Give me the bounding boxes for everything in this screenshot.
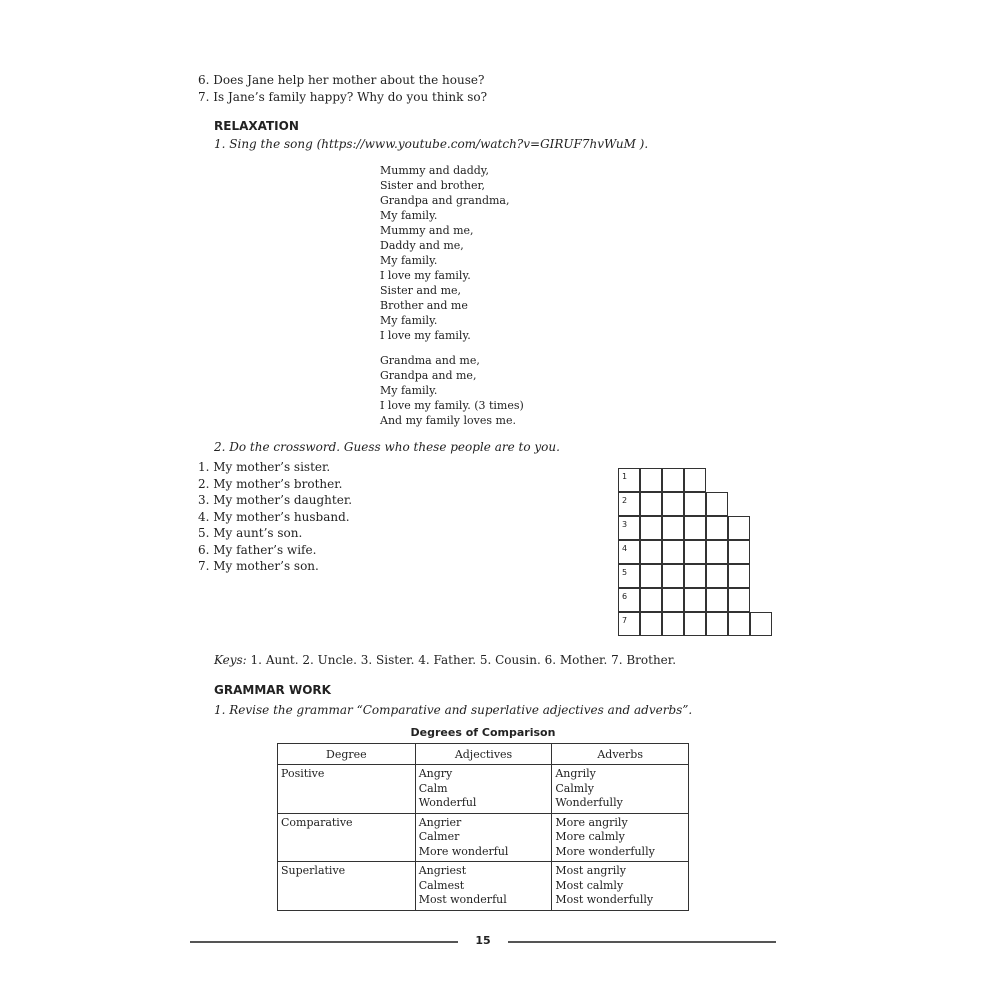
crossword-number: 2 (622, 496, 628, 505)
table-row (278, 765, 689, 814)
cell-line: Angriest (418, 864, 467, 877)
cell-line: Angrily (555, 767, 596, 780)
crossword-number: 4 (622, 544, 628, 553)
crossword-cell (640, 492, 662, 516)
crossword-cell (640, 588, 662, 612)
crossword-cell (728, 516, 750, 540)
grammar-task: 1. Revise the grammar “Comparative and superlative adjectives and adverbs”. (214, 703, 693, 717)
crossword-cell (640, 516, 662, 540)
cell-line: Calmly (555, 781, 594, 795)
crossword-clues (198, 459, 352, 575)
song-line: Grandma and me, (380, 354, 480, 367)
crossword-cell (706, 516, 728, 540)
crossword-clue: 1. My mother’s sister. (198, 460, 331, 474)
cell-line: Calm (418, 781, 448, 795)
crossword-clue: 3. My mother’s daughter. (198, 493, 353, 507)
crossword-clue: 5. My aunt’s son. (198, 526, 303, 540)
degree-cell: Superlative (278, 862, 416, 911)
crossword-cell (728, 588, 750, 612)
crossword-clue: 4. My mother’s husband. (198, 509, 350, 524)
crossword-cell (706, 612, 728, 636)
footer-rule-left (190, 941, 458, 943)
crossword-cell (662, 588, 684, 612)
degree-cell: Positive (278, 765, 416, 814)
crossword-cell (728, 540, 750, 564)
footer-rule-right (508, 941, 776, 943)
crossword-cell (618, 516, 640, 540)
crossword-cell (640, 540, 662, 564)
header-adverbs: Adverbs (552, 744, 689, 765)
crossword-clue: 7. My mother’s son. (198, 559, 319, 573)
crossword-grid (618, 468, 778, 638)
crossword-cell (618, 612, 640, 636)
song-line: I love my family. (380, 269, 471, 282)
cell-line: More calmly (555, 830, 625, 843)
cell-line: Most calmly (555, 878, 624, 892)
crossword-number: 1 (622, 472, 628, 481)
crossword-cell (706, 492, 728, 516)
crossword-cell (706, 564, 728, 588)
crossword-cell (662, 612, 684, 636)
header-adjectives: Adjectives (415, 744, 552, 765)
crossword-cell (684, 564, 706, 588)
adverbs-cell (552, 765, 689, 814)
cell-line: Most wonderfully (555, 893, 654, 906)
crossword-cell (662, 564, 684, 588)
crossword-keys (214, 652, 676, 668)
keys-label: Keys: (214, 653, 247, 667)
crossword-cell (728, 612, 750, 636)
comparison-table (277, 743, 689, 911)
song-line: My family. (380, 384, 438, 397)
crossword-cell (618, 588, 640, 612)
crossword-number: 5 (622, 568, 628, 577)
adverbs-cell (552, 862, 689, 911)
crossword-number: 3 (622, 520, 628, 529)
song-line: I love my family. (3 times) (380, 399, 524, 412)
crossword-cell (684, 516, 706, 540)
crossword-cell (662, 492, 684, 516)
crossword-clue: 2. My mother’s brother. (198, 476, 343, 491)
crossword-cell (618, 540, 640, 564)
song-line: I love my family. (380, 329, 471, 342)
crossword-cell (684, 468, 706, 492)
cell-line: Calmest (418, 878, 465, 892)
song-task: 1. Sing the song (https://www.youtube.com/watch?v=GIRUF7hvWuM ). (214, 137, 649, 151)
crossword-cell (684, 612, 706, 636)
crossword-cell (618, 468, 640, 492)
table-row (278, 813, 689, 862)
song-line: Sister and me, (380, 284, 462, 297)
cell-line: Angrier (418, 815, 462, 829)
song-line: Brother and me (380, 299, 468, 312)
crossword-cell (640, 468, 662, 492)
cell-line: Most angrily (555, 864, 626, 877)
crossword-cell (706, 588, 728, 612)
header-degree: Degree (278, 744, 416, 765)
song-line: My family. (380, 209, 438, 222)
crossword-cell (662, 516, 684, 540)
crossword-cell (706, 540, 728, 564)
question-7: 7. Is Jane’s family happy? Why do you think so? (198, 90, 488, 104)
cell-line: Calmer (418, 830, 460, 843)
crossword-cell (618, 492, 640, 516)
crossword-cell (684, 540, 706, 564)
song-line: Grandpa and me, (380, 369, 477, 382)
crossword-cell (640, 612, 662, 636)
question-6: 6. Does Jane help her mother about the house? (198, 73, 485, 87)
degree-cell: Comparative (278, 813, 416, 862)
keys-text: 1. Aunt. 2. Uncle. 3. Sister. 4. Father. 5. Cousin. 6. Mother. 7. Brother. (246, 653, 677, 667)
crossword-number: 6 (622, 592, 628, 601)
table-title: Degrees of Comparison (410, 726, 556, 739)
crossword-cell (662, 540, 684, 564)
song-line: My family. (380, 254, 438, 267)
crossword-cell (662, 468, 684, 492)
adjectives-cell (415, 862, 552, 911)
table-header-row (278, 744, 689, 765)
crossword-cell (640, 564, 662, 588)
song-line: Sister and brother, (380, 179, 486, 192)
adjectives-cell (415, 813, 552, 862)
song-line: My family. (380, 314, 438, 327)
crossword-clue: 6. My father’s wife. (198, 542, 317, 557)
crossword-cell (684, 492, 706, 516)
cell-line: Wonderful (418, 796, 477, 809)
song-line: Daddy and me, (380, 239, 464, 252)
song-line: Mummy and daddy, (380, 164, 490, 177)
crossword-cell (728, 564, 750, 588)
song-verse-2 (380, 353, 524, 428)
song-line: Mummy and me, (380, 224, 474, 237)
adverbs-cell (552, 813, 689, 862)
crossword-cell (684, 588, 706, 612)
crossword-task: 2. Do the crossword. Guess who these people are to you. (214, 440, 560, 454)
adjectives-cell (415, 765, 552, 814)
crossword-number: 7 (622, 616, 628, 625)
song-line: Grandpa and grandma, (380, 194, 510, 207)
cell-line: More wonderfully (555, 844, 655, 858)
crossword-cell (750, 612, 772, 636)
cell-line: More angrily (555, 815, 628, 829)
song-line: And my family loves me. (380, 414, 516, 427)
cell-line: More wonderful (418, 844, 509, 858)
song-verse-1 (380, 163, 509, 343)
cell-line: Wonderfully (555, 796, 623, 809)
page-number: 15 (475, 934, 491, 947)
grammar-heading: GRAMMAR WORK (214, 683, 331, 697)
cell-line: Angry (418, 767, 453, 780)
relaxation-heading: RELAXATION (214, 119, 299, 133)
cell-line: Most wonderful (418, 893, 507, 906)
table-row (278, 862, 689, 911)
crossword-cell (618, 564, 640, 588)
